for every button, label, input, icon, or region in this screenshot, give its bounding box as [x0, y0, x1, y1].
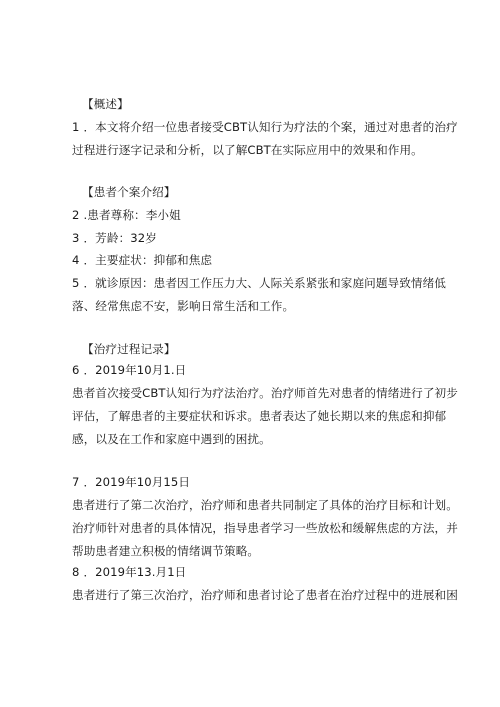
item-number: 5	[72, 276, 80, 290]
item-number: 4	[72, 253, 80, 267]
item-number: 8	[72, 565, 80, 579]
overview-heading: 【概述】	[82, 97, 129, 111]
item-text: .患者尊称：李小姐	[83, 208, 181, 222]
overview-item-1-line-1	[72, 119, 458, 135]
item-text: ．本文将介绍一位患者接受CBT认知行为疗法的个案，通过对患者的治疗	[83, 120, 458, 134]
item-text: ．芳龄：32岁	[83, 231, 157, 245]
process-heading: 【治疗过程记录】	[82, 342, 176, 356]
patient-item-5-line-1	[72, 275, 446, 291]
process-item-7-line-3: 帮助患者建立积极的情绪调节策略。	[72, 544, 260, 558]
process-item-7-date	[72, 474, 190, 490]
item-date: ．2019年10月1.日	[83, 363, 187, 377]
process-item-6-line-1: 患者首次接受CBT认知行为疗法治疗。治疗师首先对患者的情绪进行了初步	[72, 386, 458, 400]
process-item-7-line-1: 患者进行了第二次治疗，治疗师和患者共同制定了具体的治疗目标和计划。	[72, 498, 458, 512]
process-item-8-date	[72, 564, 186, 580]
item-number: 3	[72, 231, 80, 245]
item-date: ．2019年10月15日	[83, 475, 191, 489]
patient-item-4	[72, 252, 212, 268]
process-item-6-line-3: 感，以及在工作和家庭中遇到的困扰。	[72, 432, 271, 446]
patient-item-2	[72, 207, 181, 223]
item-text: ．就诊原因：患者因工作压力大、人际关系紧张和家庭问题导致情绪低	[83, 276, 446, 290]
item-number: 7	[72, 475, 80, 489]
process-item-7-line-2: 治疗师针对患者的具体情况，指导患者学习一些放松和缓解焦虑的方法，并	[72, 521, 458, 535]
overview-item-1-line-2: 过程进行逐字记录和分析，以了解CBT在实际应用中的效果和作用。	[72, 143, 423, 157]
item-text: ．主要症状：抑郁和焦虑	[83, 253, 213, 267]
item-number: 2	[72, 208, 80, 222]
item-number: 6	[72, 363, 80, 377]
item-date: ．2019年13.月1日	[83, 565, 187, 579]
process-item-6-date	[72, 362, 186, 378]
patient-item-3	[72, 230, 157, 246]
patient-heading: 【患者个案介绍】	[82, 185, 176, 199]
patient-item-5-line-2: 落、经常焦虑不安，影响日常生活和工作。	[72, 299, 295, 313]
process-item-6-line-2: 评估，了解患者的主要症状和诉求。患者表达了她长期以来的焦虑和抑郁	[72, 409, 447, 423]
process-item-8-line-1: 患者进行了第三次治疗，治疗师和患者讨论了患者在治疗过程中的进展和困	[72, 588, 458, 602]
item-number: 1	[72, 120, 80, 134]
